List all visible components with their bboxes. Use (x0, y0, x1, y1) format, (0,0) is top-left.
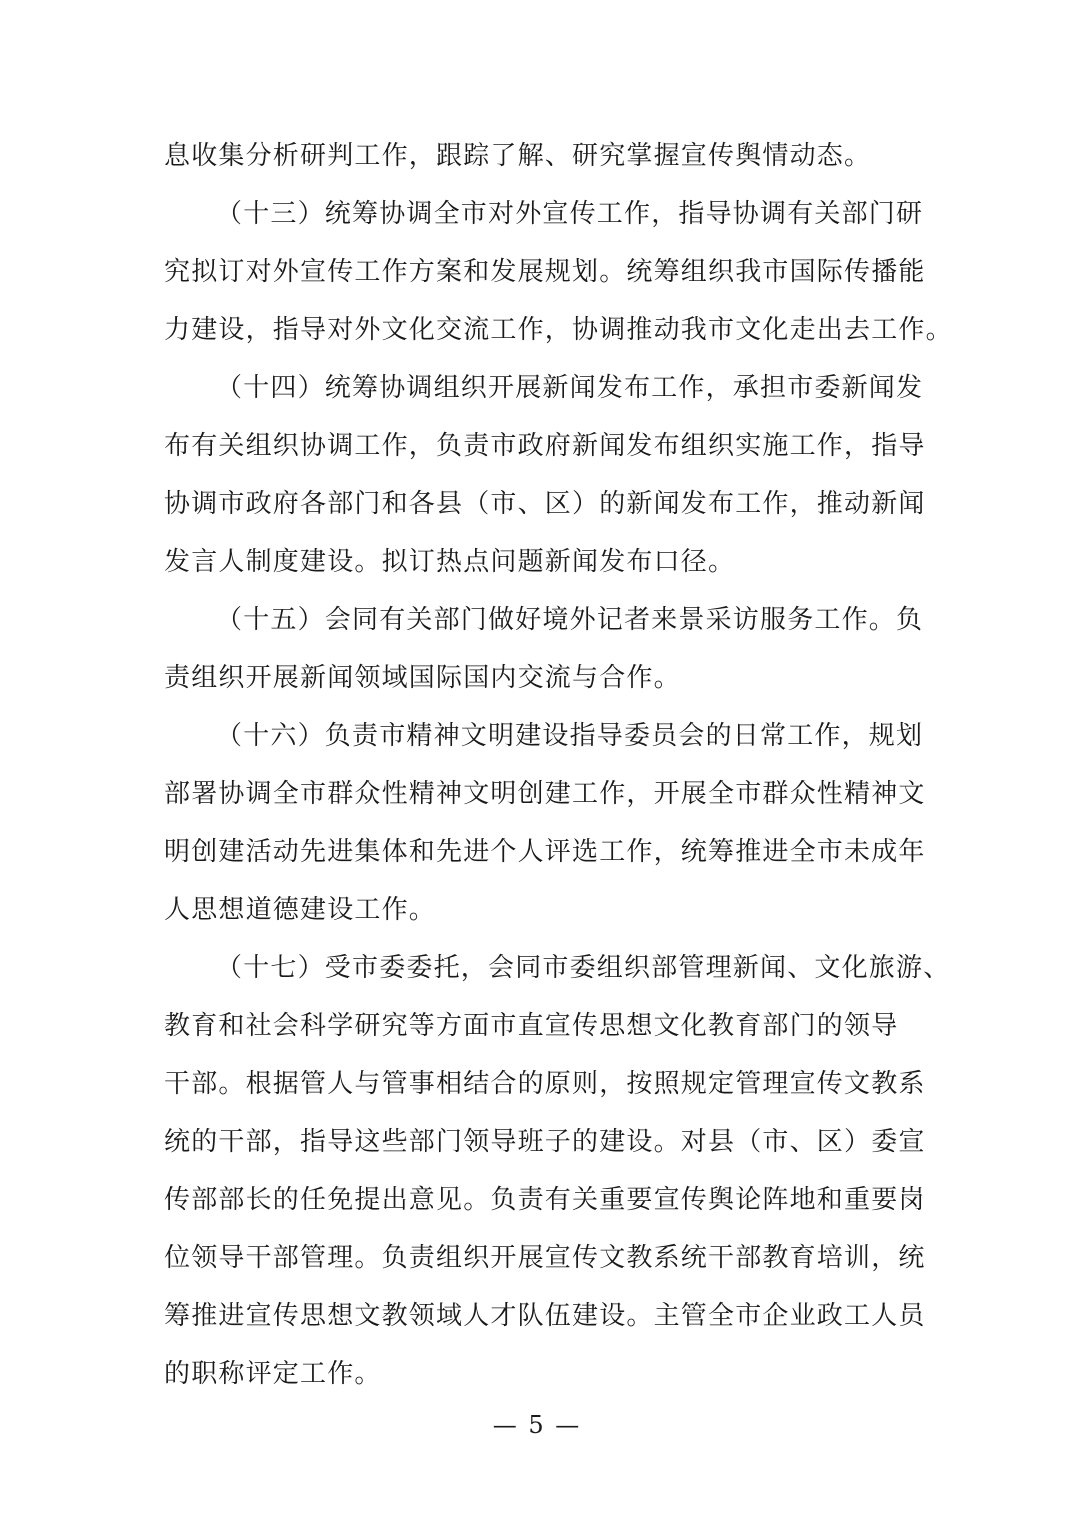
text-line: 部署协调全市群众性精神文明创建工作，开展全市群众性精神文 (164, 779, 926, 809)
text-line: 发言人制度建设。拟订热点问题新闻发布口径。 (164, 547, 736, 577)
text-line: 的职称评定工作。 (164, 1359, 382, 1389)
paragraph-16-start: （十六）负责市精神文明建设指导委员会的日常工作，规划 (216, 721, 924, 751)
text-line: 协调市政府各部门和各县（市、区）的新闻发布工作，推动新闻 (164, 489, 926, 519)
text-line: 位领导干部管理。负责组织开展宣传文教系统干部教育培训，统 (164, 1243, 926, 1273)
paragraph-17-start: （十七）受市委委托，会同市委组织部管理新闻、文化旅游、 (216, 953, 951, 983)
text-line: 干部。根据管人与管事相结合的原则，按照规定管理宣传文教系 (164, 1069, 926, 1099)
text-line: 人思想道德建设工作。 (164, 895, 437, 925)
text-line: 力建设，指导对外文化交流工作，协调推动我市文化走出去工作。 (164, 315, 953, 345)
text-line: 传部部长的任免提出意见。负责有关重要宣传舆论阵地和重要岗 (164, 1185, 926, 1215)
text-line: 统的干部，指导这些部门领导班子的建设。对县（市、区）委宣 (164, 1127, 926, 1157)
text-line: 布有关组织协调工作，负责市政府新闻发布组织实施工作，指导 (164, 431, 926, 461)
text-line: 息收集分析研判工作，跟踪了解、研究掌握宣传舆情动态。 (164, 141, 872, 171)
text-line: 责组织开展新闻领域国际国内交流与合作。 (164, 663, 681, 693)
text-line: 明创建活动先进集体和先进个人评选工作，统筹推进全市未成年 (164, 837, 926, 867)
paragraph-14-start: （十四）统筹协调组织开展新闻发布工作，承担市委新闻发 (216, 373, 924, 403)
text-line: 究拟订对外宣传工作方案和发展规划。统筹组织我市国际传播能 (164, 257, 926, 287)
page-number: — 5 — (492, 1411, 582, 1439)
paragraph-13-start: （十三）统筹协调全市对外宣传工作，指导协调有关部门研 (216, 199, 924, 229)
paragraph-15-start: （十五）会同有关部门做好境外记者来景采访服务工作。负 (216, 605, 924, 635)
text-line: 筹推进宣传思想文教领域人才队伍建设。主管全市企业政工人员 (164, 1301, 926, 1331)
text-line: 教育和社会科学研究等方面市直宣传思想文化教育部门的领导 (164, 1011, 899, 1041)
